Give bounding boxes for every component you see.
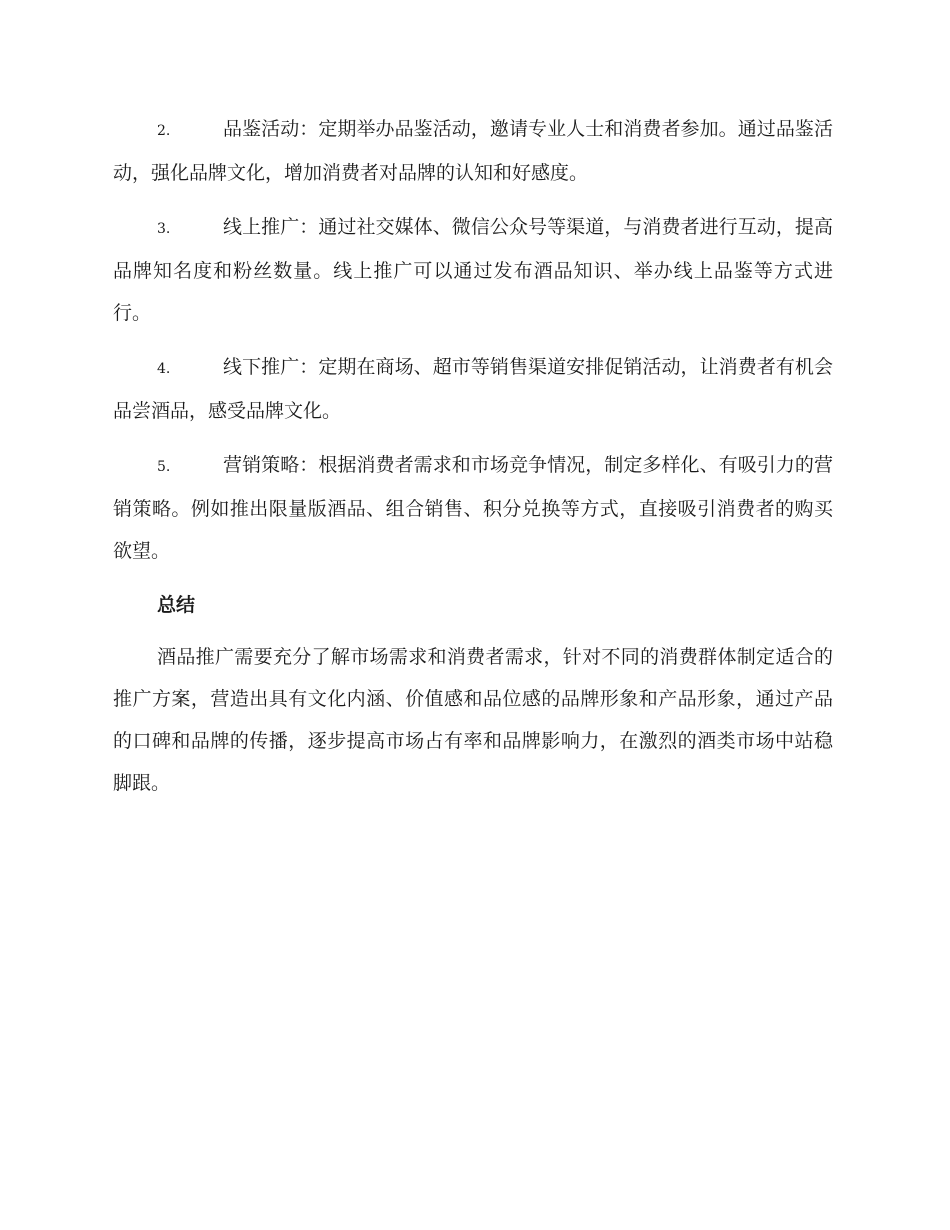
list-item-text: 线下推广：定期在商场、超市等销售渠道安排促销活动，让消费者有机会品尝酒品，感受品牌文化。 — [113, 356, 833, 422]
document-page — [113, 108, 833, 804]
summary-paragraph: 酒品推广需要充分了解市场需求和消费者需求，针对不同的消费群体制定适合的推广方案，营造出具有文化内涵、价值感和品位感的品牌形象和产品形象，通过产品的口碑和品牌的传播，逐步提高市场占有率和品牌影响力，在激烈的酒类市场中站稳脚跟。 — [113, 646, 833, 794]
list-item — [113, 206, 833, 334]
list-item-text: 品鉴活动：定期举办品鉴活动，邀请专业人士和消费者参加。通过品鉴活动，强化品牌文化，增加消费者对品牌的认知和好感度。 — [113, 118, 833, 184]
summary-heading: 总结 — [157, 594, 196, 616]
list-item — [113, 444, 833, 572]
list-item-text: 线上推广：通过社交媒体、微信公众号等渠道，与消费者进行互动，提高品牌知名度和粉丝数量。线上推广可以通过发布酒品知识、举办线上品鉴等方式进行。 — [113, 216, 833, 324]
list-item — [113, 346, 833, 432]
list-item-number: 3. — [157, 221, 171, 237]
list-item — [113, 108, 833, 194]
list-item-number: 5. — [157, 459, 171, 475]
list-item-number: 2. — [157, 123, 171, 139]
list-item-text: 营销策略：根据消费者需求和市场竞争情况，制定多样化、有吸引力的营销策略。例如推出限量版酒品、组合销售、积分兑换等方式，直接吸引消费者的购买欲望。 — [113, 454, 833, 562]
list-item-number: 4. — [157, 361, 171, 377]
